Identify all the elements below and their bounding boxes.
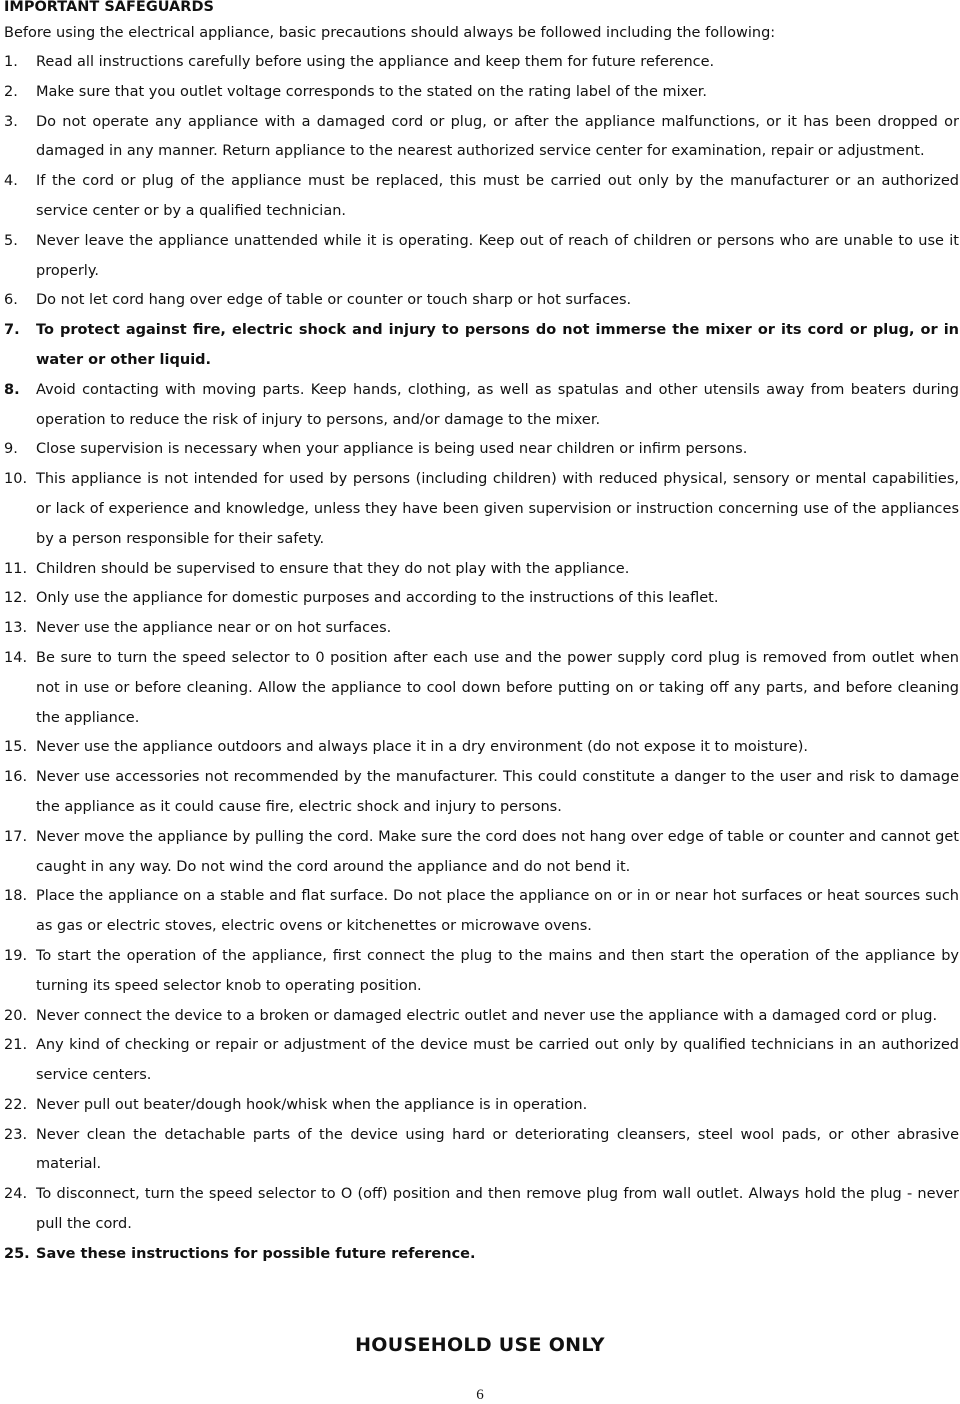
list-item	[4, 555, 959, 585]
item-text: Never pull out beater/dough hook/whisk when the appliance is in operation.	[36, 1096, 588, 1113]
section-heading: IMPORTANT SAFEGUARDS	[4, 0, 214, 15]
item-text: To disconnect, turn the speed selector to O (off) position and then remove plug from wall outlet. Always hold the plug - never pull the cord.	[36, 1186, 959, 1233]
list-item	[4, 465, 959, 554]
item-number: 24.	[4, 1186, 28, 1203]
item-number: 25.	[4, 1245, 30, 1262]
safeguards-list	[4, 48, 959, 1270]
item-text: Read all instructions carefully before using the appliance and keep them for future reference.	[36, 54, 715, 70]
item-text: This appliance is not intended for used by persons (including children) with reduced physical, sensory or mental capabilities, or lack of experience and knowledge, unless they have been given supervision or instruction concerning use of the appliances by a person responsible for their safety.	[36, 471, 959, 547]
item-text: If the cord or plug of the appliance must be replaced, this must be carried out only by the manufacturer or an authorized service center or by a qualified technician.	[36, 173, 959, 219]
item-text: Avoid contacting with moving parts. Keep hands, clothing, as well as spatulas and other utensils away from beaters during operation to reduce the risk of injury to persons, and/or damage to the mixer.	[36, 381, 959, 428]
list-item	[4, 644, 959, 733]
item-number: 9.	[4, 441, 18, 458]
item-text: Any kind of checking or repair or adjustment of the device must be carried out only by qualified technicians in an authorized service centers.	[36, 1037, 959, 1084]
list-item	[4, 823, 959, 883]
list-item	[4, 227, 959, 287]
item-text: Never clean the detachable parts of the device using hard or deteriorating cleansers, steel wool pads, or other abrasive material.	[36, 1126, 959, 1173]
item-number: 12.	[4, 590, 28, 607]
item-number: 14.	[4, 649, 28, 666]
page-number: 6	[476, 1387, 484, 1403]
list-item	[4, 48, 959, 78]
list-item	[4, 376, 959, 436]
item-text: Be sure to turn the speed selector to 0 position after each use and the power supply cord plug is removed from outlet when not in use or before cleaning. Allow the appliance to cool down before putting on or taking off any parts, and before cleaning the appliance.	[36, 649, 959, 726]
item-text: Never leave the appliance unattended while it is operating. Keep out of reach of children or persons who are unable to use it properly.	[36, 232, 959, 279]
item-number: 19.	[4, 947, 28, 964]
list-item	[4, 1031, 959, 1091]
list-item	[4, 286, 959, 316]
item-number: 15.	[4, 739, 28, 756]
item-number: 22.	[4, 1096, 28, 1113]
list-item	[4, 78, 959, 108]
item-text: Never use the appliance outdoors and always place it in a dry environment (do not expose it to moisture).	[36, 739, 809, 756]
item-number: 11.	[4, 560, 28, 577]
item-number: 4.	[4, 173, 18, 190]
item-text: Never use accessories not recommended by the manufacturer. This could constitute a danger to the user and risk to damage the appliance as it could cause fire, electric shock and injury to persons.	[36, 769, 959, 815]
list-item-emphasized	[4, 1240, 959, 1270]
list-item	[4, 1180, 959, 1240]
item-text: Only use the appliance for domestic purposes and according to the instructions of this leaflet.	[36, 590, 719, 607]
item-text: Never use the appliance near or on hot surfaces.	[36, 620, 392, 637]
list-item	[4, 1121, 959, 1181]
item-text: Make sure that you outlet voltage corresponds to the stated on the rating label of the mixer.	[36, 83, 707, 100]
list-item	[4, 1002, 959, 1032]
item-text: Do not let cord hang over edge of table or counter or touch sharp or hot surfaces.	[36, 292, 632, 309]
item-number: 10.	[4, 471, 28, 488]
item-text: Save these instructions for possible future reference.	[36, 1245, 476, 1262]
item-number: 17.	[4, 828, 28, 845]
list-item	[4, 108, 959, 168]
item-number: 8.	[4, 381, 20, 398]
list-item	[4, 763, 959, 823]
item-number: 1.	[4, 54, 18, 70]
intro-text: Before using the electrical appliance, basic precautions should always be followed including the following:	[4, 25, 776, 41]
item-text: Never move the appliance by pulling the cord. Make sure the cord does not hang over edge of table or counter and cannot get caught in any way. Do not wind the cord around the appliance and do not bend it.	[36, 828, 959, 875]
item-number: 20.	[4, 1007, 28, 1024]
item-number: 7.	[4, 322, 20, 339]
item-number: 2.	[4, 83, 18, 100]
list-item	[4, 584, 959, 614]
list-item	[4, 942, 959, 1002]
item-number: 16.	[4, 769, 28, 786]
item-number: 3.	[4, 113, 18, 130]
list-item-emphasized	[4, 316, 959, 376]
list-item	[4, 1091, 959, 1121]
item-number: 13.	[4, 620, 28, 637]
item-number: 18.	[4, 888, 28, 905]
item-text: To start the operation of the appliance, first connect the plug to the mains and then start the operation of the appliance by turning its speed selector knob to operating position.	[36, 947, 959, 994]
item-text: Close supervision is necessary when your appliance is being used near children or infirm persons.	[36, 441, 748, 458]
list-item	[4, 167, 959, 227]
item-text: To protect against fire, electric shock and injury to persons do not immerse the mixer or its cord or plug, or in water or other liquid.	[36, 322, 959, 368]
item-text: Do not operate any appliance with a damaged cord or plug, or after the appliance malfunctions, or it has been dropped or damaged in any manner. Return appliance to the nearest authorized service center for examination, repair or adjustment.	[36, 113, 959, 160]
item-text: Never connect the device to a broken or damaged electric outlet and never use the appliance with a damaged cord or plug.	[36, 1007, 938, 1024]
item-number: 6.	[4, 292, 18, 309]
list-item	[4, 614, 959, 644]
item-number: 23.	[4, 1126, 28, 1143]
item-text: Place the appliance on a stable and flat surface. Do not place the appliance on or in or near hot surfaces or heat sources such as gas or electric stoves, electric ovens or kitchenettes or microwave ovens.	[36, 888, 959, 935]
list-item	[4, 733, 959, 763]
list-item	[4, 435, 959, 465]
item-number: 21.	[4, 1037, 28, 1054]
list-item	[4, 882, 959, 942]
item-number: 5.	[4, 232, 18, 249]
household-use-heading: HOUSEHOLD USE ONLY	[355, 1334, 605, 1356]
item-text: Children should be supervised to ensure that they do not play with the appliance.	[36, 560, 630, 577]
